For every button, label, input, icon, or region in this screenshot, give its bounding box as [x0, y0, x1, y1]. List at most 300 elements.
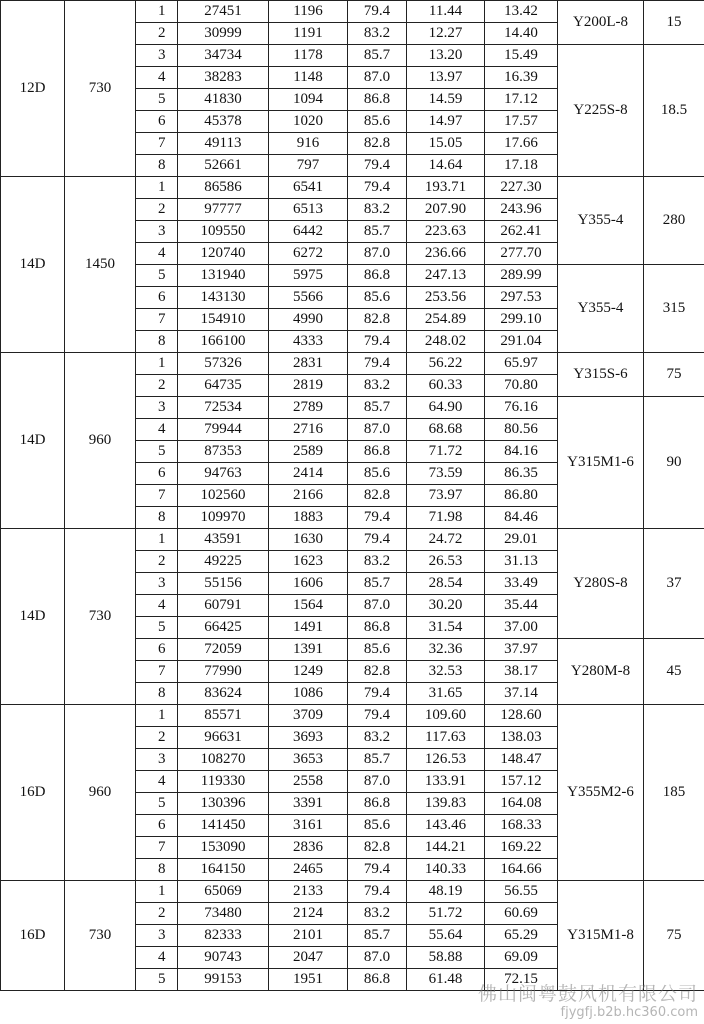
flow-cell: 45378 [178, 111, 269, 133]
required-power-cell: 38.17 [485, 661, 558, 683]
motor-model-cell: Y280M-8 [558, 639, 644, 705]
table-row [1, 1, 704, 23]
required-power-cell: 84.16 [485, 441, 558, 463]
shaft-power-cell: 193.71 [407, 177, 485, 199]
pressure-cell: 2465 [269, 859, 348, 881]
point-number-cell: 3 [136, 573, 178, 595]
motor-model-cell: Y315S-6 [558, 353, 644, 397]
flow-cell: 34734 [178, 45, 269, 67]
pressure-cell: 1623 [269, 551, 348, 573]
efficiency-cell: 85.6 [348, 287, 407, 309]
point-number-cell: 1 [136, 1, 178, 23]
efficiency-cell: 82.8 [348, 309, 407, 331]
efficiency-cell: 87.0 [348, 595, 407, 617]
efficiency-cell: 87.0 [348, 67, 407, 89]
shaft-power-cell: 61.48 [407, 969, 485, 991]
shaft-power-cell: 56.22 [407, 353, 485, 375]
flow-cell: 77990 [178, 661, 269, 683]
table-row [1, 529, 704, 551]
pressure-cell: 1196 [269, 1, 348, 23]
shaft-power-cell: 236.66 [407, 243, 485, 265]
flow-cell: 108270 [178, 749, 269, 771]
flow-cell: 166100 [178, 331, 269, 353]
point-number-cell: 8 [136, 683, 178, 705]
pressure-cell: 2124 [269, 903, 348, 925]
point-number-cell: 5 [136, 265, 178, 287]
pressure-cell: 4990 [269, 309, 348, 331]
point-number-cell: 2 [136, 551, 178, 573]
point-number-cell: 3 [136, 397, 178, 419]
shaft-power-cell: 28.54 [407, 573, 485, 595]
flow-cell: 83624 [178, 683, 269, 705]
shaft-power-cell: 144.21 [407, 837, 485, 859]
pressure-cell: 1491 [269, 617, 348, 639]
point-number-cell: 7 [136, 485, 178, 507]
motor-model-cell: Y355M2-6 [558, 705, 644, 881]
pressure-cell: 2047 [269, 947, 348, 969]
efficiency-cell: 82.8 [348, 661, 407, 683]
pressure-cell: 1148 [269, 67, 348, 89]
shaft-power-cell: 71.98 [407, 507, 485, 529]
shaft-power-cell: 31.54 [407, 617, 485, 639]
pressure-cell: 2716 [269, 419, 348, 441]
shaft-power-cell: 15.05 [407, 133, 485, 155]
required-power-cell: 17.12 [485, 89, 558, 111]
required-power-cell: 86.80 [485, 485, 558, 507]
table-row [1, 705, 704, 727]
point-number-cell: 8 [136, 859, 178, 881]
required-power-cell: 17.57 [485, 111, 558, 133]
pressure-cell: 1951 [269, 969, 348, 991]
flow-cell: 131940 [178, 265, 269, 287]
point-number-cell: 7 [136, 133, 178, 155]
efficiency-cell: 83.2 [348, 23, 407, 45]
watermark-url: fjygfj.b2b.hc360.com [560, 1005, 698, 1020]
efficiency-cell: 85.6 [348, 815, 407, 837]
shaft-power-cell: 32.36 [407, 639, 485, 661]
point-number-cell: 4 [136, 67, 178, 89]
point-number-cell: 6 [136, 111, 178, 133]
shaft-power-cell: 254.89 [407, 309, 485, 331]
shaft-power-cell: 73.59 [407, 463, 485, 485]
motor-power-cell: 90 [644, 397, 704, 529]
pressure-cell: 3693 [269, 727, 348, 749]
efficiency-cell: 86.8 [348, 89, 407, 111]
pressure-cell: 1391 [269, 639, 348, 661]
point-number-cell: 4 [136, 419, 178, 441]
fan-model-cell: 16D [1, 881, 65, 991]
flow-cell: 85571 [178, 705, 269, 727]
point-number-cell: 4 [136, 595, 178, 617]
required-power-cell: 17.18 [485, 155, 558, 177]
flow-cell: 52661 [178, 155, 269, 177]
point-number-cell: 4 [136, 771, 178, 793]
flow-cell: 66425 [178, 617, 269, 639]
shaft-power-cell: 126.53 [407, 749, 485, 771]
flow-cell: 79944 [178, 419, 269, 441]
required-power-cell: 31.13 [485, 551, 558, 573]
point-number-cell: 5 [136, 89, 178, 111]
point-number-cell: 1 [136, 705, 178, 727]
required-power-cell: 60.69 [485, 903, 558, 925]
pressure-cell: 1191 [269, 23, 348, 45]
required-power-cell: 299.10 [485, 309, 558, 331]
shaft-power-cell: 30.20 [407, 595, 485, 617]
flow-cell: 153090 [178, 837, 269, 859]
efficiency-cell: 85.7 [348, 925, 407, 947]
efficiency-cell: 82.8 [348, 485, 407, 507]
shaft-power-cell: 73.97 [407, 485, 485, 507]
point-number-cell: 5 [136, 793, 178, 815]
point-number-cell: 2 [136, 23, 178, 45]
pressure-cell: 1606 [269, 573, 348, 595]
required-power-cell: 16.39 [485, 67, 558, 89]
flow-cell: 130396 [178, 793, 269, 815]
shaft-power-cell: 14.97 [407, 111, 485, 133]
shaft-power-cell: 247.13 [407, 265, 485, 287]
point-number-cell: 3 [136, 925, 178, 947]
point-number-cell: 8 [136, 155, 178, 177]
pressure-cell: 2831 [269, 353, 348, 375]
efficiency-cell: 85.7 [348, 45, 407, 67]
efficiency-cell: 85.6 [348, 639, 407, 661]
flow-cell: 154910 [178, 309, 269, 331]
pressure-cell: 2589 [269, 441, 348, 463]
motor-power-cell: 37 [644, 529, 704, 639]
required-power-cell: 84.46 [485, 507, 558, 529]
motor-power-cell: 185 [644, 705, 704, 881]
required-power-cell: 13.42 [485, 1, 558, 23]
flow-cell: 27451 [178, 1, 269, 23]
flow-cell: 143130 [178, 287, 269, 309]
flow-cell: 57326 [178, 353, 269, 375]
shaft-power-cell: 14.59 [407, 89, 485, 111]
efficiency-cell: 79.4 [348, 683, 407, 705]
pressure-cell: 1564 [269, 595, 348, 617]
efficiency-cell: 82.8 [348, 837, 407, 859]
required-power-cell: 157.12 [485, 771, 558, 793]
efficiency-cell: 85.6 [348, 463, 407, 485]
pressure-cell: 1178 [269, 45, 348, 67]
point-number-cell: 2 [136, 199, 178, 221]
pressure-cell: 1630 [269, 529, 348, 551]
flow-cell: 38283 [178, 67, 269, 89]
point-number-cell: 4 [136, 243, 178, 265]
watermark-company-name: 佛山闽粤鼓风机有限公司 [477, 983, 698, 1005]
point-number-cell: 6 [136, 287, 178, 309]
pressure-cell: 3161 [269, 815, 348, 837]
efficiency-cell: 85.7 [348, 221, 407, 243]
motor-power-cell: 15 [644, 1, 704, 45]
pressure-cell: 1094 [269, 89, 348, 111]
efficiency-cell: 86.8 [348, 441, 407, 463]
pressure-cell: 2414 [269, 463, 348, 485]
fan-model-cell: 14D [1, 529, 65, 705]
point-number-cell: 5 [136, 441, 178, 463]
pressure-cell: 916 [269, 133, 348, 155]
pressure-cell: 2166 [269, 485, 348, 507]
required-power-cell: 138.03 [485, 727, 558, 749]
pressure-cell: 5975 [269, 265, 348, 287]
point-number-cell: 2 [136, 727, 178, 749]
motor-model-cell: Y280S-8 [558, 529, 644, 639]
flow-cell: 72059 [178, 639, 269, 661]
motor-model-cell: Y355-4 [558, 265, 644, 353]
point-number-cell: 3 [136, 749, 178, 771]
efficiency-cell: 83.2 [348, 551, 407, 573]
flow-cell: 94763 [178, 463, 269, 485]
shaft-power-cell: 31.65 [407, 683, 485, 705]
efficiency-cell: 87.0 [348, 771, 407, 793]
table-body [1, 1, 704, 991]
shaft-power-cell: 64.90 [407, 397, 485, 419]
required-power-cell: 169.22 [485, 837, 558, 859]
efficiency-cell: 79.4 [348, 155, 407, 177]
required-power-cell: 15.49 [485, 45, 558, 67]
motor-model-cell: Y200L-8 [558, 1, 644, 45]
shaft-power-cell: 109.60 [407, 705, 485, 727]
efficiency-cell: 87.0 [348, 243, 407, 265]
pressure-cell: 4333 [269, 331, 348, 353]
shaft-power-cell: 55.64 [407, 925, 485, 947]
flow-cell: 43591 [178, 529, 269, 551]
required-power-cell: 37.97 [485, 639, 558, 661]
shaft-power-cell: 11.44 [407, 1, 485, 23]
shaft-power-cell: 13.97 [407, 67, 485, 89]
shaft-power-cell: 143.46 [407, 815, 485, 837]
shaft-power-cell: 140.33 [407, 859, 485, 881]
required-power-cell: 168.33 [485, 815, 558, 837]
motor-power-cell: 315 [644, 265, 704, 353]
motor-power-cell: 280 [644, 177, 704, 265]
required-power-cell: 33.49 [485, 573, 558, 595]
efficiency-cell: 79.4 [348, 529, 407, 551]
point-number-cell: 6 [136, 639, 178, 661]
efficiency-cell: 85.7 [348, 397, 407, 419]
motor-power-cell: 75 [644, 353, 704, 397]
fan-model-cell: 14D [1, 353, 65, 529]
flow-cell: 164150 [178, 859, 269, 881]
required-power-cell: 291.04 [485, 331, 558, 353]
speed-cell: 960 [65, 705, 136, 881]
flow-cell: 99153 [178, 969, 269, 991]
flow-cell: 60791 [178, 595, 269, 617]
efficiency-cell: 83.2 [348, 199, 407, 221]
point-number-cell: 5 [136, 617, 178, 639]
fan-model-cell: 14D [1, 177, 65, 353]
efficiency-cell: 79.4 [348, 177, 407, 199]
point-number-cell: 8 [136, 507, 178, 529]
shaft-power-cell: 48.19 [407, 881, 485, 903]
motor-power-cell: 45 [644, 639, 704, 705]
point-number-cell: 8 [136, 331, 178, 353]
shaft-power-cell: 139.83 [407, 793, 485, 815]
efficiency-cell: 79.4 [348, 353, 407, 375]
efficiency-cell: 85.6 [348, 111, 407, 133]
required-power-cell: 56.55 [485, 881, 558, 903]
flow-cell: 120740 [178, 243, 269, 265]
required-power-cell: 164.08 [485, 793, 558, 815]
pressure-cell: 6272 [269, 243, 348, 265]
flow-cell: 109550 [178, 221, 269, 243]
motor-power-cell: 18.5 [644, 45, 704, 177]
required-power-cell: 72.15 [485, 969, 558, 991]
shaft-power-cell: 51.72 [407, 903, 485, 925]
point-number-cell: 3 [136, 45, 178, 67]
efficiency-cell: 79.4 [348, 1, 407, 23]
motor-model-cell: Y355-4 [558, 177, 644, 265]
pressure-cell: 6442 [269, 221, 348, 243]
pressure-cell: 1883 [269, 507, 348, 529]
flow-cell: 73480 [178, 903, 269, 925]
efficiency-cell: 86.8 [348, 617, 407, 639]
efficiency-cell: 86.8 [348, 969, 407, 991]
required-power-cell: 17.66 [485, 133, 558, 155]
required-power-cell: 29.01 [485, 529, 558, 551]
flow-cell: 97777 [178, 199, 269, 221]
pressure-cell: 6541 [269, 177, 348, 199]
pressure-cell: 2133 [269, 881, 348, 903]
flow-cell: 49113 [178, 133, 269, 155]
efficiency-cell: 83.2 [348, 375, 407, 397]
shaft-power-cell: 133.91 [407, 771, 485, 793]
pressure-cell: 1249 [269, 661, 348, 683]
efficiency-cell: 86.8 [348, 265, 407, 287]
efficiency-cell: 79.4 [348, 859, 407, 881]
flow-cell: 119330 [178, 771, 269, 793]
flow-cell: 86586 [178, 177, 269, 199]
point-number-cell: 6 [136, 463, 178, 485]
point-number-cell: 4 [136, 947, 178, 969]
flow-cell: 82333 [178, 925, 269, 947]
shaft-power-cell: 24.72 [407, 529, 485, 551]
required-power-cell: 80.56 [485, 419, 558, 441]
required-power-cell: 277.70 [485, 243, 558, 265]
shaft-power-cell: 207.90 [407, 199, 485, 221]
efficiency-cell: 86.8 [348, 793, 407, 815]
speed-cell: 1450 [65, 177, 136, 353]
table-row [1, 177, 704, 199]
point-number-cell: 2 [136, 903, 178, 925]
required-power-cell: 37.14 [485, 683, 558, 705]
flow-cell: 102560 [178, 485, 269, 507]
efficiency-cell: 79.4 [348, 881, 407, 903]
required-power-cell: 37.00 [485, 617, 558, 639]
flow-cell: 30999 [178, 23, 269, 45]
required-power-cell: 69.09 [485, 947, 558, 969]
point-number-cell: 7 [136, 837, 178, 859]
flow-cell: 55156 [178, 573, 269, 595]
shaft-power-cell: 253.56 [407, 287, 485, 309]
shaft-power-cell: 71.72 [407, 441, 485, 463]
pressure-cell: 3653 [269, 749, 348, 771]
speed-cell: 730 [65, 1, 136, 177]
point-number-cell: 1 [136, 881, 178, 903]
point-number-cell: 1 [136, 353, 178, 375]
flow-cell: 141450 [178, 815, 269, 837]
shaft-power-cell: 32.53 [407, 661, 485, 683]
shaft-power-cell: 12.27 [407, 23, 485, 45]
motor-model-cell: Y315M1-8 [558, 881, 644, 991]
flow-cell: 41830 [178, 89, 269, 111]
flow-cell: 90743 [178, 947, 269, 969]
shaft-power-cell: 26.53 [407, 551, 485, 573]
point-number-cell: 7 [136, 309, 178, 331]
pressure-cell: 1020 [269, 111, 348, 133]
efficiency-cell: 82.8 [348, 133, 407, 155]
point-number-cell: 7 [136, 661, 178, 683]
required-power-cell: 86.35 [485, 463, 558, 485]
pressure-cell: 797 [269, 155, 348, 177]
point-number-cell: 5 [136, 969, 178, 991]
required-power-cell: 289.99 [485, 265, 558, 287]
motor-power-cell: 75 [644, 881, 704, 991]
pressure-cell: 2789 [269, 397, 348, 419]
required-power-cell: 65.97 [485, 353, 558, 375]
motor-model-cell: Y225S-8 [558, 45, 644, 177]
flow-cell: 109970 [178, 507, 269, 529]
point-number-cell: 6 [136, 815, 178, 837]
shaft-power-cell: 68.68 [407, 419, 485, 441]
shaft-power-cell: 13.20 [407, 45, 485, 67]
flow-cell: 87353 [178, 441, 269, 463]
required-power-cell: 128.60 [485, 705, 558, 727]
shaft-power-cell: 248.02 [407, 331, 485, 353]
efficiency-cell: 79.4 [348, 507, 407, 529]
pressure-cell: 2836 [269, 837, 348, 859]
pressure-cell: 1086 [269, 683, 348, 705]
fan-model-cell: 12D [1, 1, 65, 177]
shaft-power-cell: 117.63 [407, 727, 485, 749]
efficiency-cell: 85.7 [348, 749, 407, 771]
motor-model-cell: Y315M1-6 [558, 397, 644, 529]
table-row [1, 881, 704, 903]
efficiency-cell: 83.2 [348, 727, 407, 749]
flow-cell: 49225 [178, 551, 269, 573]
efficiency-cell: 87.0 [348, 419, 407, 441]
efficiency-cell: 79.4 [348, 331, 407, 353]
point-number-cell: 3 [136, 221, 178, 243]
required-power-cell: 262.41 [485, 221, 558, 243]
required-power-cell: 35.44 [485, 595, 558, 617]
required-power-cell: 76.16 [485, 397, 558, 419]
pressure-cell: 6513 [269, 199, 348, 221]
speed-cell: 960 [65, 353, 136, 529]
flow-cell: 65069 [178, 881, 269, 903]
required-power-cell: 65.29 [485, 925, 558, 947]
point-number-cell: 2 [136, 375, 178, 397]
shaft-power-cell: 58.88 [407, 947, 485, 969]
pressure-cell: 2101 [269, 925, 348, 947]
pressure-cell: 2819 [269, 375, 348, 397]
required-power-cell: 164.66 [485, 859, 558, 881]
flow-cell: 72534 [178, 397, 269, 419]
pressure-cell: 3391 [269, 793, 348, 815]
speed-cell: 730 [65, 881, 136, 991]
point-number-cell: 1 [136, 529, 178, 551]
required-power-cell: 14.40 [485, 23, 558, 45]
pressure-cell: 3709 [269, 705, 348, 727]
pressure-cell: 5566 [269, 287, 348, 309]
required-power-cell: 243.96 [485, 199, 558, 221]
efficiency-cell: 83.2 [348, 903, 407, 925]
required-power-cell: 297.53 [485, 287, 558, 309]
required-power-cell: 227.30 [485, 177, 558, 199]
shaft-power-cell: 223.63 [407, 221, 485, 243]
efficiency-cell: 87.0 [348, 947, 407, 969]
flow-cell: 96631 [178, 727, 269, 749]
table-row [1, 353, 704, 375]
